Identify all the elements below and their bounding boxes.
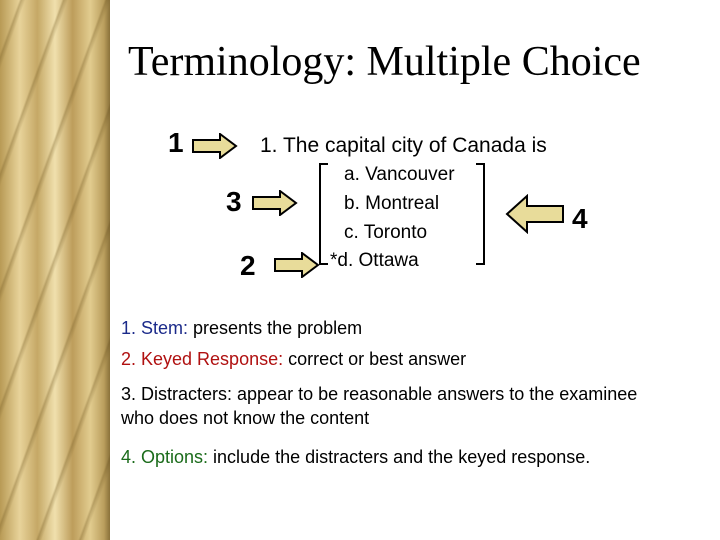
term-stem: 1. Stem: [121,318,189,338]
marker-4: 4 [572,203,588,234]
decorative-gold-border [0,0,110,540]
arrow-right-icon [252,190,298,216]
term-keyed-response: 2. Keyed Response: [121,349,284,369]
marker-3: 3 [226,186,242,217]
option-d-keyed: *d. Ottawa [330,250,419,271]
definition-text: include the distracters and the keyed response. [208,447,591,467]
definition-text: presents the problem [188,318,363,338]
arrow-right-icon [274,252,320,278]
marker-1: 1 [168,127,184,158]
option-c: c. Toronto [344,222,428,243]
definition-stem [121,316,701,340]
definition-distracters [121,382,651,430]
term-options: 4. Options: [121,447,209,467]
definition-text: appear to be reasonable answers to the examinee who does not know the content [121,384,638,428]
definition-keyed-response [121,347,701,371]
option-b: b. Montreal [344,193,440,214]
term-distracters: 3. Distracters: [121,384,233,404]
marker-2: 2 [240,250,256,281]
arrow-left-icon [505,194,565,234]
definition-text: correct or best answer [283,349,467,369]
option-a: a. Vancouver [344,164,455,185]
definition-options [121,445,701,469]
arrow-right-icon [192,133,238,159]
question-stem: 1. The capital city of Canada is [260,134,547,157]
slide-title: Terminology: Multiple Choice [128,39,641,85]
